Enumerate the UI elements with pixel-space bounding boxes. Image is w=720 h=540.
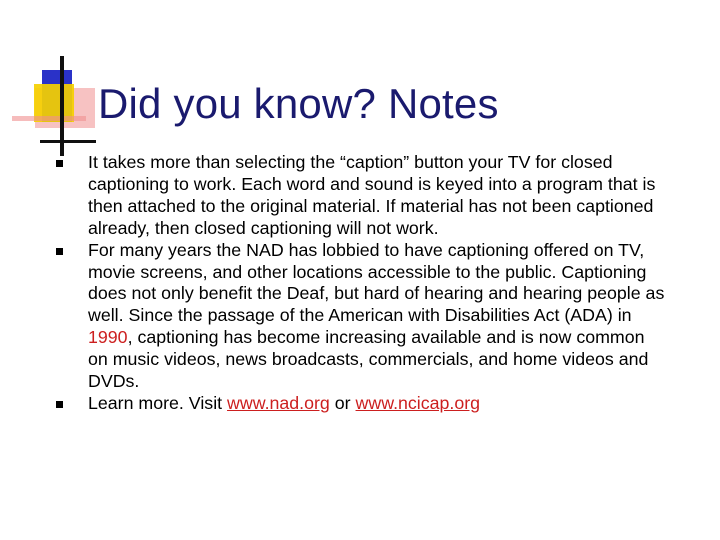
bullet-item-nad [56,240,666,393]
highlighted-year: 1990 [88,327,128,348]
nad-link[interactable]: www.nad.org [227,392,330,413]
bullet-text: It takes more than selecting the “caption” button your TV for closed captioning to work. Each word and sound is keyed into a program that is then attached to the original material. If material has not been captioned already, then closed captioning will not work. [88,152,656,238]
slide-title: Did you know? Notes [98,80,499,127]
bullet-text: , captioning has become increasing available and is now common on music videos, news broadcasts, commercials, and home videos and DVDs. [88,327,649,392]
bullet-item-captioning [56,152,666,240]
square-bullet-icon [56,160,63,167]
ncicap-link[interactable]: www.ncicap.org [355,392,481,413]
bullet-text: Learn more. Visit [88,392,228,413]
bullet-list [56,152,666,415]
slide-logo-decoration [0,0,100,160]
bullet-text: For many years the NAD has lobbied to have captioning offered on TV, movie screens, and other locations accessible to the public. Captioning does not only benefit the Deaf, but hard of hearing and hearing people as well. Since the passage of the American with Disabilities Act (ADA) in [88,239,665,326]
square-bullet-icon [56,401,63,408]
bullet-item-learn-more [56,393,666,415]
bullet-text: or [329,392,356,413]
square-bullet-icon [56,248,63,255]
